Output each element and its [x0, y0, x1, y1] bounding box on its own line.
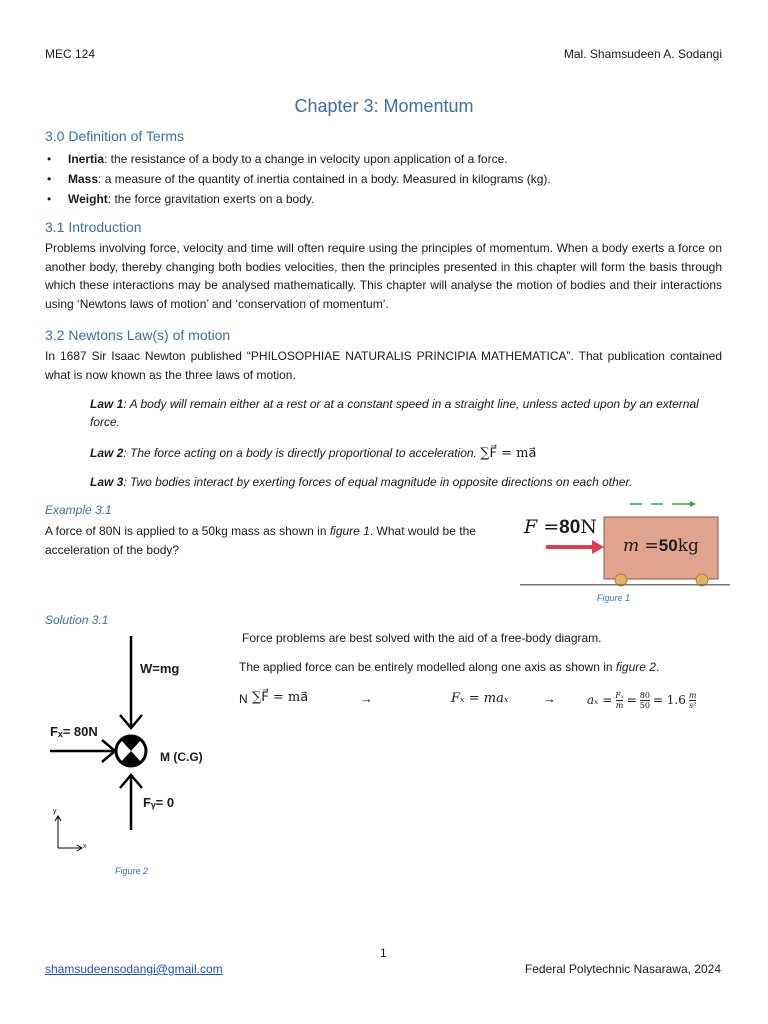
equation-prefix: N: [239, 692, 248, 706]
weight-label: W=mg: [140, 661, 180, 676]
definition-term: Weight: [68, 192, 108, 206]
figure-2-caption: Figure 2: [115, 866, 149, 876]
cg-label: M (C.G): [160, 750, 203, 764]
definition-term: Inertia: [68, 152, 105, 166]
header-author: Mal. Shamsudeen A. Sodangi: [563, 47, 722, 61]
solution-figure-ref: figure 2: [615, 660, 656, 674]
example-figure-ref: figure 1: [329, 524, 370, 538]
fraction-values: [640, 691, 650, 710]
definition-text: : the force gravitation exerts on a body.: [107, 192, 315, 206]
definition-item: [45, 149, 551, 169]
fraction-numerator: Fₓ: [615, 690, 624, 700]
fy-label: Fᵧ= 0: [143, 795, 175, 810]
email-link[interactable]: shamsudeensodangi@gmail.com: [45, 962, 223, 976]
section-3-1-heading: 3.1 Introduction: [45, 219, 142, 235]
fraction-denominator: m: [615, 700, 624, 710]
page-number: 1: [380, 946, 387, 960]
mass-symbol: m =: [623, 536, 659, 556]
motion-arrowhead: [690, 501, 696, 507]
fraction-denominator: 50: [639, 700, 650, 710]
header-course-code: MEC 124: [45, 47, 96, 61]
introduction-paragraph: Problems involving force, velocity and time will often require using the principles of momentum. When a body exerts a force on another body, thereby changing both bodies velocities, then the principles presented in this chapter will form the basis through which these interactions may be analysed mathematically. This chapter will analyse the motion of bodies and their interactions using ‘Newtons laws of motion’ and ‘conservation of momentum’.: [45, 241, 722, 311]
law-2: [90, 444, 710, 463]
figure-1-mass-label: [623, 536, 699, 556]
acceleration-lhs: aₓ =: [587, 693, 613, 707]
definition-item: [45, 189, 551, 209]
example-label: Example 3.1: [45, 503, 112, 517]
solution-line-2-pre: The applied force can be entirely modelled along one axis as shown in: [239, 660, 616, 674]
arrow-icon: →: [360, 691, 373, 706]
figure-1-caption: Figure 1: [597, 593, 631, 603]
law-1-label: Law 1: [90, 397, 124, 411]
equation-acceleration: [587, 684, 696, 716]
fraction-denominator: s²: [689, 700, 697, 710]
section-3-2-heading: 3.2 Newtons Law(s) of motion: [45, 327, 231, 343]
example-text-post: . What would be the acceleration of the body?: [45, 524, 476, 557]
ground-line: [520, 584, 730, 586]
law-1-text: : A body will remain either at a rest or at a constant speed in a straight line, unless acted upon by an external force.: [90, 397, 699, 429]
newton-paragraph: In 1687 Sir Isaac Newton published “PHILOSOPHIAE NATURALIS PRINCIPIA MATHEMATICA”. That publication contained what is now known as the three laws of motion.: [45, 349, 722, 382]
equation-newton-vector: ∑F⃗ = ma⃗: [252, 690, 309, 705]
figure-1-force-label: [524, 516, 597, 539]
law-2-equation: ∑F⃗ = ma⃗: [480, 446, 537, 461]
force-unit: N: [580, 516, 597, 538]
equation-x-component: Fₓ = maₓ: [451, 691, 509, 706]
acceleration-result: = 1.6: [652, 693, 686, 707]
example-text-pre: A force of 80N is applied to a 50kg mass as shown in: [45, 524, 330, 538]
solution-label: Solution 3.1: [45, 613, 109, 627]
law-2-label: Law 2: [90, 446, 124, 460]
law-3: [90, 473, 710, 491]
law-3-label: Law 3: [90, 475, 124, 489]
fraction-numerator: m: [688, 690, 697, 700]
force-symbol: F =: [524, 516, 560, 538]
arrow-icon: →: [543, 691, 556, 706]
definition-text: : the resistance of a body to a change in velocity upon application of a force.: [104, 152, 508, 166]
solution-line-2: [239, 660, 659, 674]
force-arrowhead: [592, 540, 604, 554]
fraction-unit: [689, 691, 697, 710]
law-3-text: : Two bodies interact by exerting forces of equal magnitude in opposite directions on each other.: [123, 475, 633, 489]
fx-label: Fₓ= 80N: [50, 724, 98, 739]
law-1: [90, 395, 710, 431]
fraction-force-mass: [615, 691, 623, 710]
mass-unit: kg: [677, 536, 699, 556]
footer-institution: Federal Polytechnic Nasarawa, 2024: [524, 962, 721, 976]
law-2-text: : The force acting on a body is directly proportional to acceleration.: [123, 446, 477, 460]
force-value: 80: [559, 517, 581, 538]
section-3-0-heading: 3.0 Definition of Terms: [45, 128, 185, 144]
figure-2-free-body-diagram: [44, 636, 234, 856]
equals-sign: =: [626, 693, 637, 707]
definition-term: Mass: [68, 172, 99, 186]
mass-value: 50: [658, 536, 678, 555]
fraction-numerator: 80: [639, 690, 650, 700]
example-text: [45, 522, 505, 559]
definition-item: [45, 169, 551, 189]
chapter-title: Chapter 3: Momentum: [294, 96, 474, 116]
definition-text: : a measure of the quantity of inertia contained in a body. Measured in kilograms (kg).: [98, 172, 551, 186]
axis-y-label: y: [53, 808, 57, 815]
axis-x-label: x: [83, 843, 87, 850]
solution-line-2-post: .: [655, 660, 660, 674]
definitions-list: [45, 149, 551, 209]
solution-line-1: Force problems are best solved with the aid of a free-body diagram.: [242, 631, 602, 645]
